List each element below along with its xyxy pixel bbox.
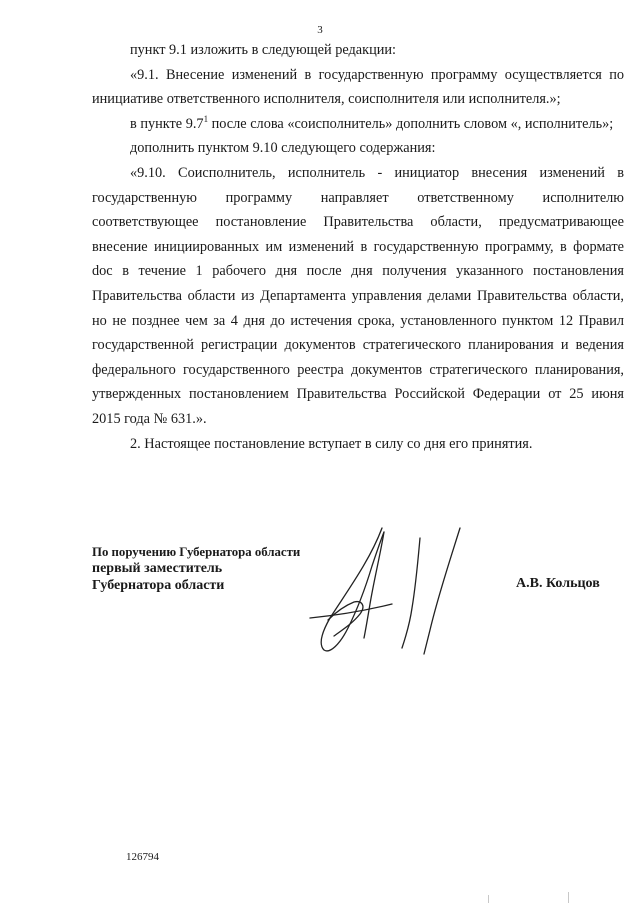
signature-position-line: первый заместитель — [92, 561, 223, 576]
paragraph-5: «9.10. Соисполнитель, исполнитель - инициатор внесения изменений в государственную программу направляет ответственному исполнителю соответствующее постановление Правительства области, предусматривающее внесение инициированных им изменений в государственную программу, в формате doc в течение 1 рабочего дня после дня получения указанного постановления Правительства области из Департамента управления делами Правительства области, но не позднее чем за 4 дня до истечения срока, установленного пунктом 12 Правил государственной регистрации документов стратегического планирования и ведения федерального государственного реестра документов стратегического планирования, утвержденных постановлением Правительства Российской Федерации от 25 июня 2015 года № 631.». — [92, 164, 624, 427]
paragraph-3 — [92, 112, 624, 137]
signature-authority-line: По поручению Губернатора области — [92, 545, 301, 559]
page-number: 3 — [317, 24, 323, 36]
signatory-name: А.В. Кольцов — [516, 576, 600, 591]
signature-block — [92, 544, 300, 594]
document-body — [92, 38, 624, 468]
document-code: 126794 — [126, 851, 159, 863]
paragraph-3-start: в пункте 9.7 — [130, 115, 204, 132]
scan-artifact-mark — [488, 895, 489, 903]
scan-artifact-mark — [568, 892, 569, 903]
paragraph-2: «9.1. Внесение изменений в государственную программу осуществляется по инициативе ответственного исполнителя, соисполнителя или исполнителя.»; — [92, 66, 624, 108]
paragraph-1: пункт 9.1 изложить в следующей редакции: — [130, 42, 397, 58]
superscript: 1 — [203, 113, 209, 124]
paragraph-4: дополнить пунктом 9.10 следующего содержания: — [130, 140, 436, 157]
paragraph-6: 2. Настоящее постановление вступает в силу со дня его принятия. — [130, 435, 533, 452]
paragraph-3-end: после слова «соисполнитель» дополнить словом «, исполнитель»; — [208, 115, 614, 132]
signature-position-line-2: Губернатора области — [92, 578, 225, 593]
handwritten-signature — [300, 520, 480, 660]
